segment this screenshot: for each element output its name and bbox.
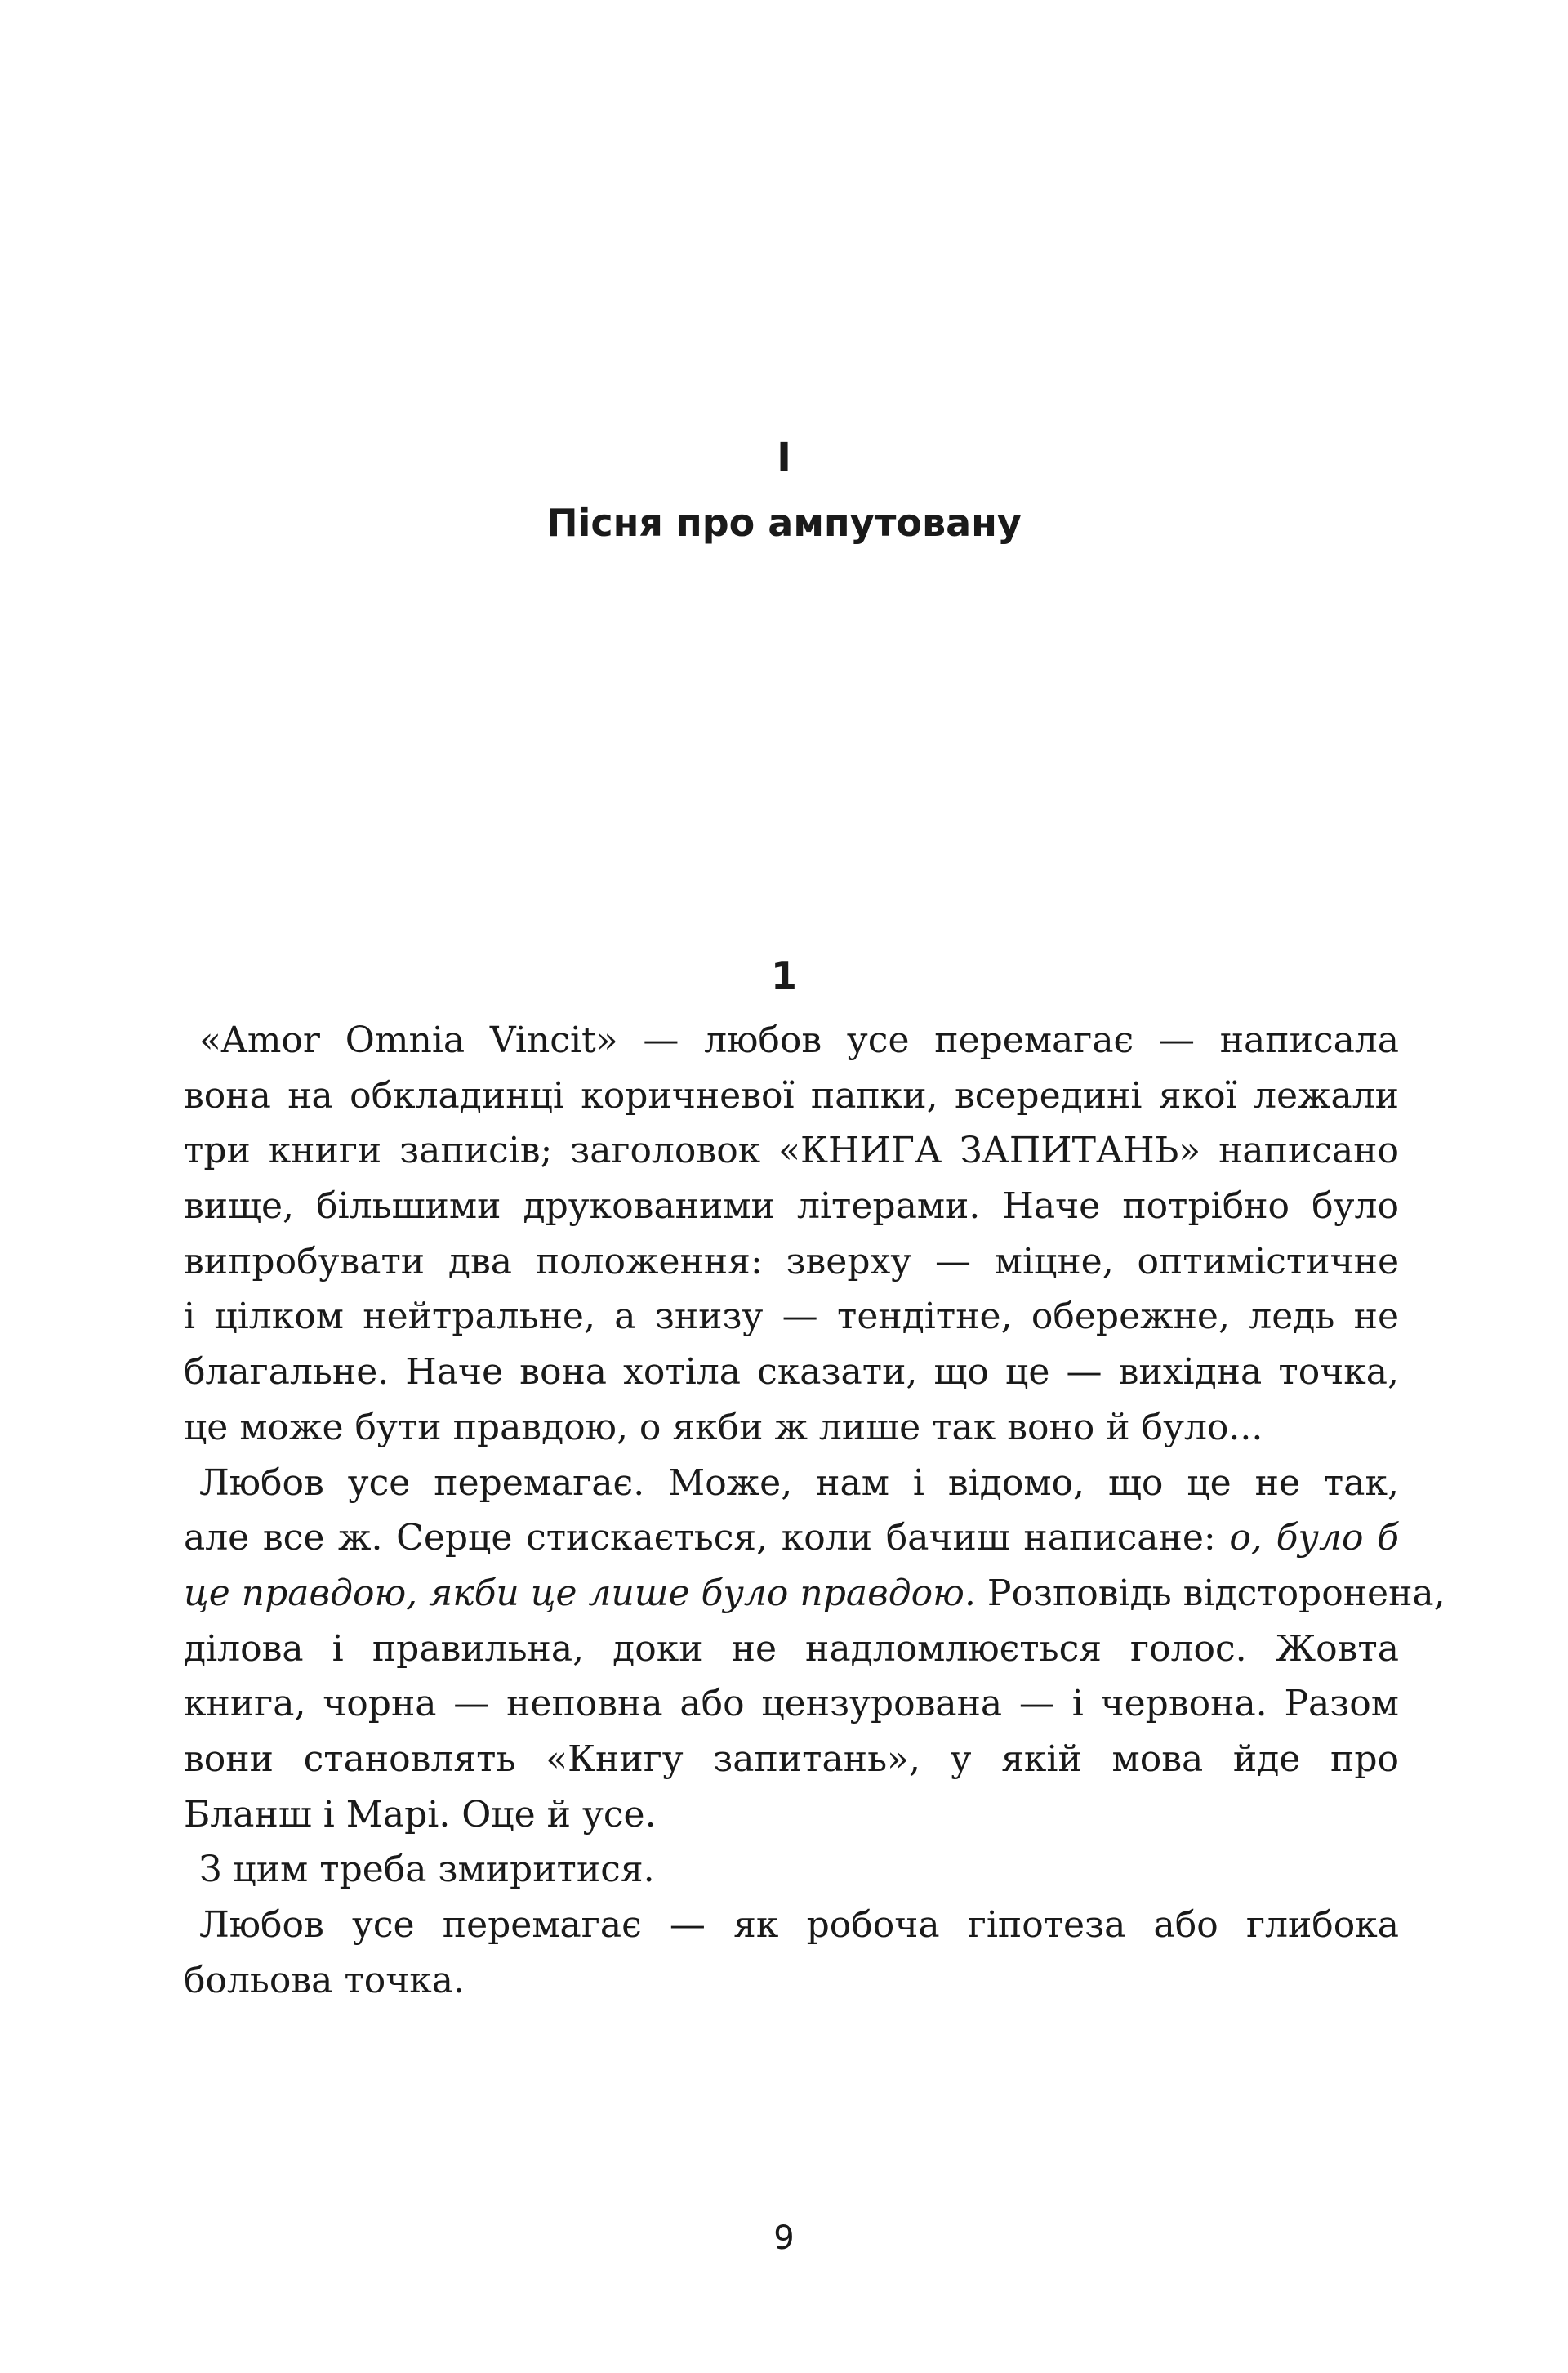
chapter-number: 1 (770, 954, 797, 998)
text-line: вище, більшими друкованими літерами. Наче потрібно було (184, 1185, 1399, 1228)
italic-segment: о, було б (1229, 1517, 1399, 1559)
text-line: «Amor Omnia Vincit» — любов усе перемагає — написала (199, 1019, 1399, 1061)
text-line: Любов усе перемагає — як робоча гіпотеза або глибока (199, 1904, 1399, 1946)
text-line: ділова і правильна, доки не надломлюється голос. Жовта (184, 1627, 1399, 1670)
text-line: благальне. Наче вона хотіла сказати, що це — вихідна точка, (184, 1351, 1399, 1394)
text-line: больова точка. (184, 1959, 466, 2001)
text-line: книга, чорна — неповна або цензурована — і червона. Разом (184, 1683, 1399, 1725)
part-title: Пісня про ампутовану (546, 501, 1022, 545)
page-number: 9 (773, 2219, 795, 2257)
italic-segment: це правдою, якби це лише було правдою. (184, 1572, 976, 1614)
text-line: Бланш і Марі. Оце й усе. (184, 1793, 657, 1836)
text-line: вони становлять «Книгу запитань», у якій мова йде про (184, 1737, 1399, 1780)
text-segment: але все ж. Серце стискається, коли бачиш написане: (184, 1517, 1216, 1559)
text-line: З цим треба змиритися. (199, 1849, 655, 1891)
text-line: вона на обкладинці коричневої папки, всередині якої лежали (184, 1074, 1399, 1117)
text-line: це може бути правдою, о якби ж лише так воно й було... (184, 1406, 1263, 1448)
text-line: і цілком нейтральне, а знизу — тендітне, обережне, ледь не (184, 1296, 1399, 1338)
text-line: Любов усе перемагає. Може, нам і відомо, що це не так, (199, 1461, 1399, 1504)
text-line (184, 1510, 1399, 1566)
text-line: випробувати два положення: зверху — міцне, оптимістичне (184, 1240, 1399, 1282)
text-line (184, 1566, 1446, 1621)
text-segment: Розповідь відсторонена, (987, 1572, 1446, 1614)
body-text (184, 1013, 1446, 2008)
part-number: I (777, 435, 791, 480)
text-line: три книги записів; заголовок «КНИГА ЗАПИТАНЬ» написано (184, 1130, 1399, 1172)
